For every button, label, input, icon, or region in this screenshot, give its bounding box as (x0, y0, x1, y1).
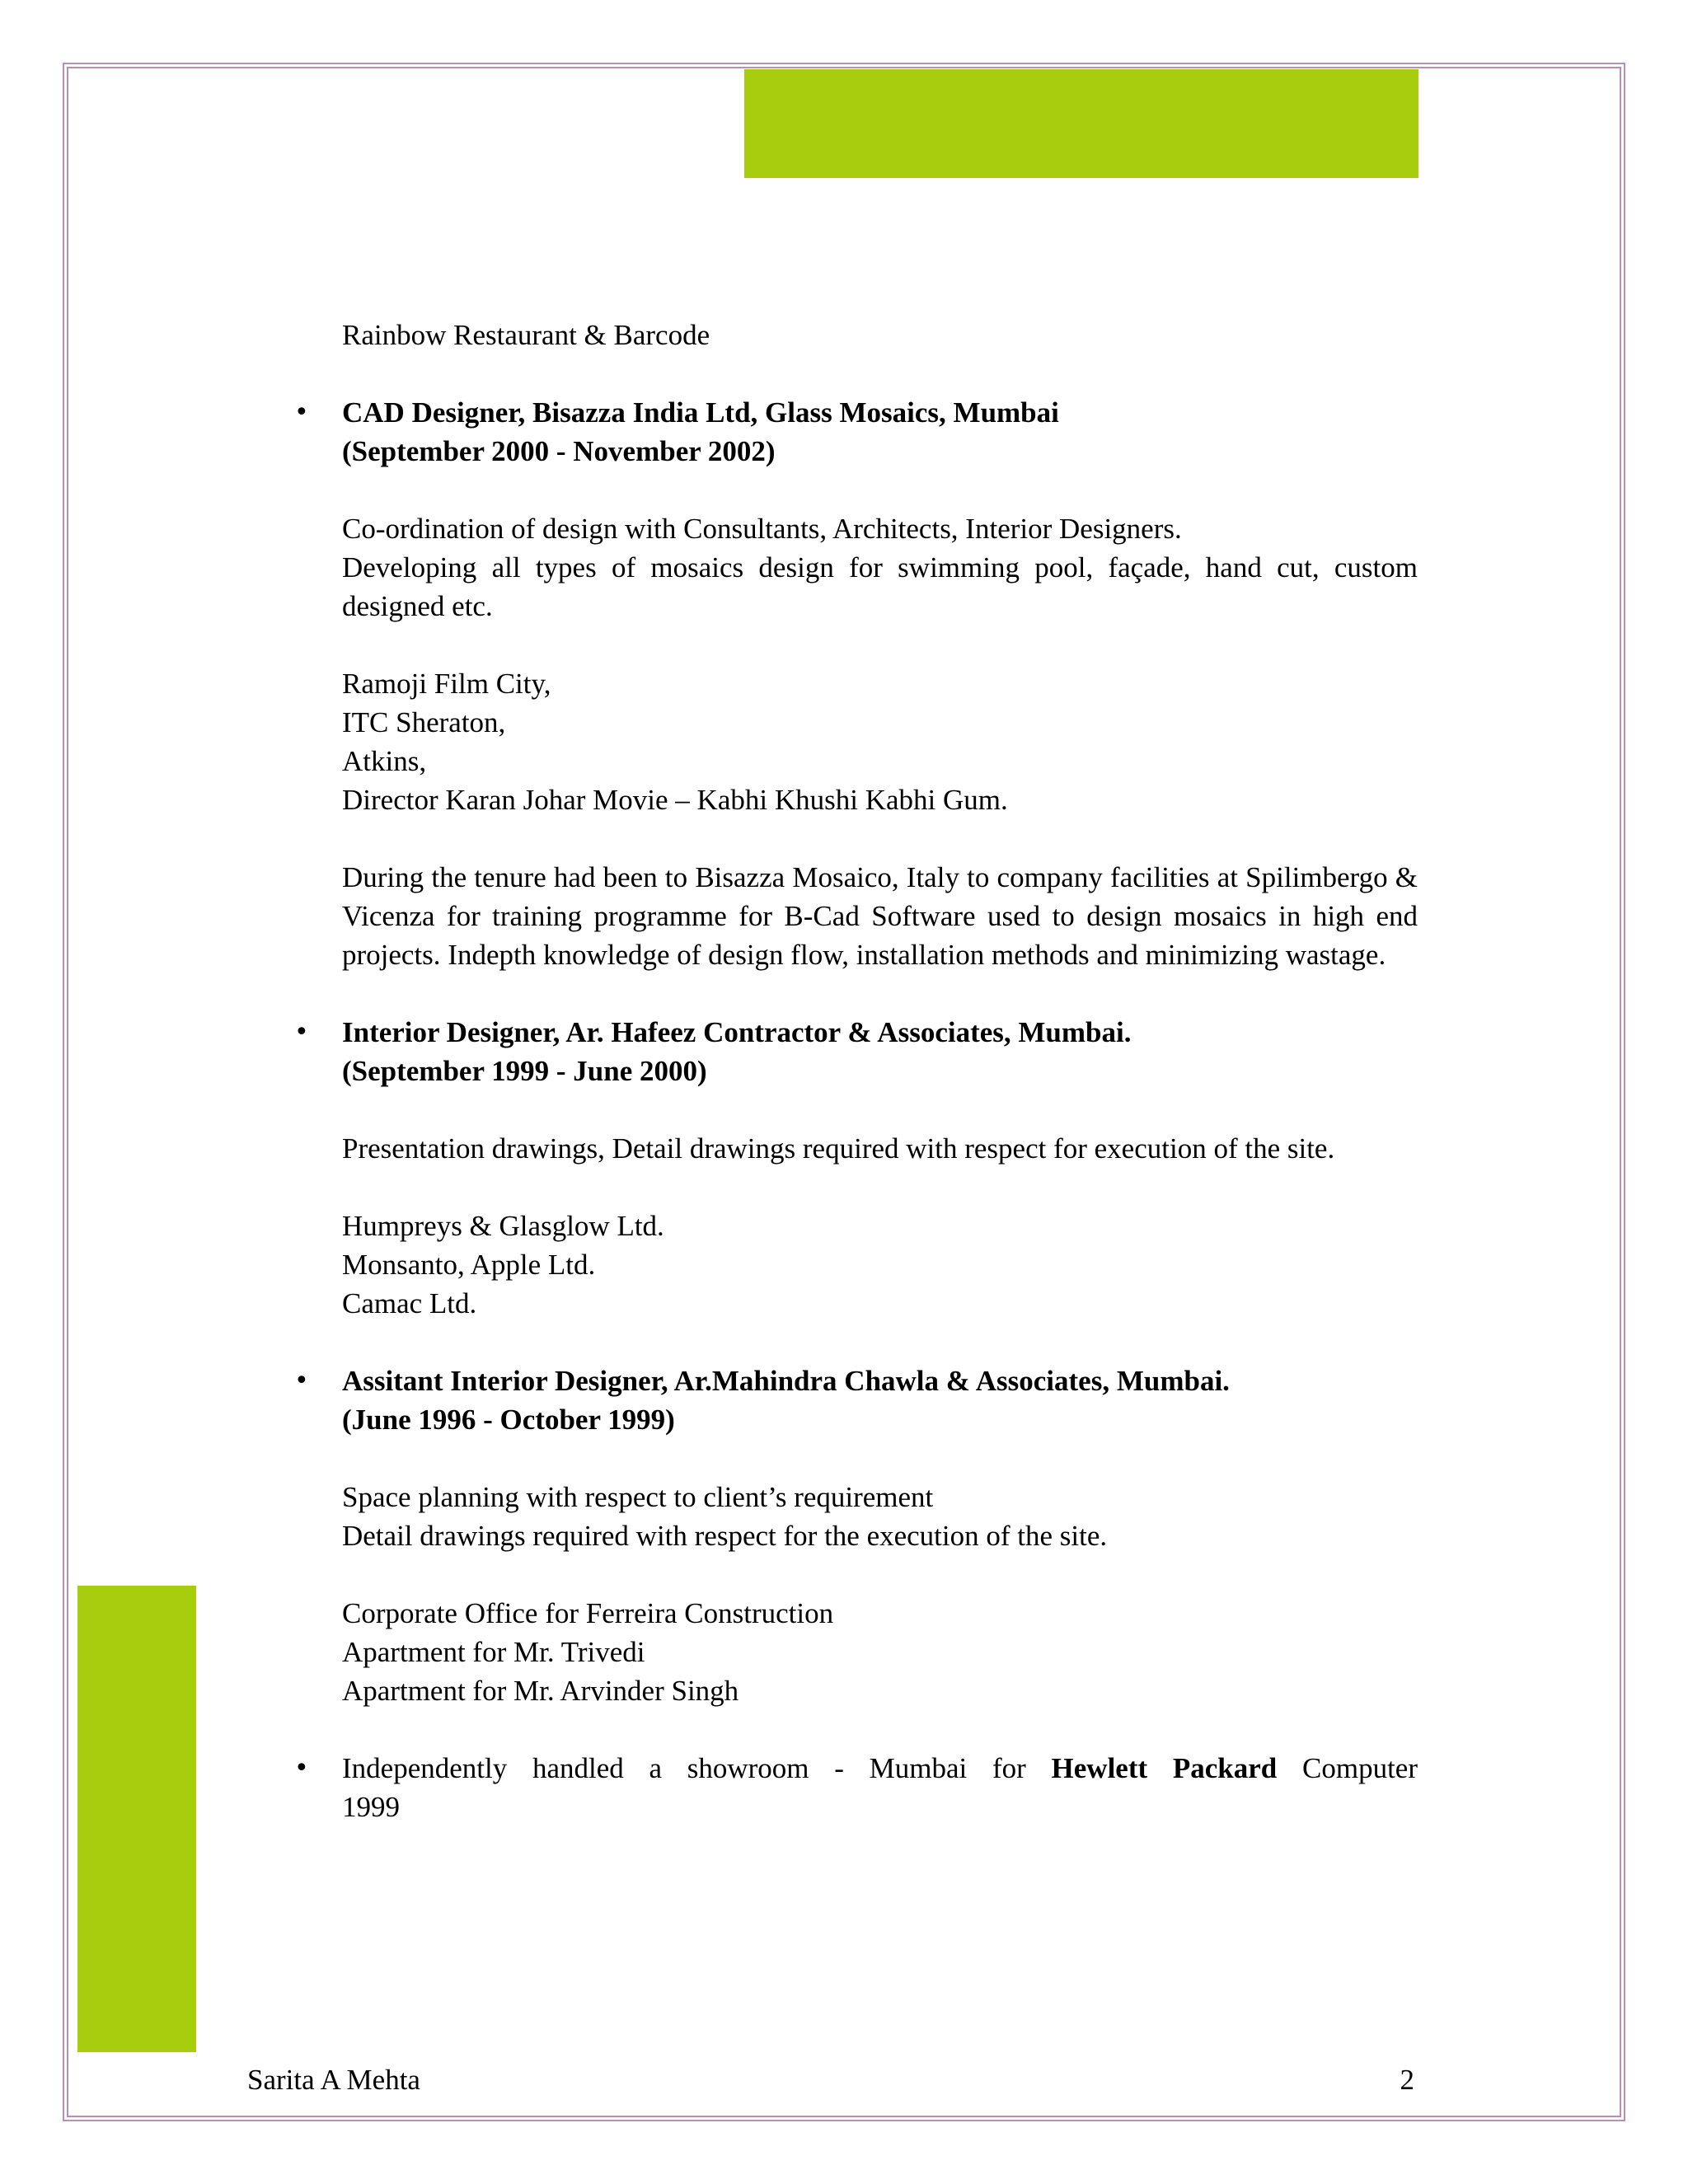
showroom-note (294, 1749, 1418, 1826)
client-list-item: Ramoji Film City, (342, 668, 551, 700)
job-heading-interior (294, 1013, 1418, 1090)
footer-name: Sarita A Mehta (247, 2064, 420, 2096)
job-dates: (September 1999 - June 2000) (342, 1055, 707, 1087)
accent-bar-left (77, 1586, 196, 2052)
job-title: Assitant Interior Designer, Ar.Mahindra Chawla & Associates, Mumbai. (342, 1365, 1230, 1397)
client-list-item: Apartment for Mr. Trivedi (342, 1636, 645, 1668)
note-text: Computer (1277, 1752, 1418, 1784)
showroom-note-line2: 1999 (342, 1791, 400, 1823)
job-interior-description: Presentation drawings, Detail drawings required with respect for execution of the site. (342, 1132, 1335, 1165)
page-footer (247, 2060, 1414, 2099)
client-list-item: Corporate Office for Ferreira Construction (342, 1597, 834, 1629)
job-cad-client-list (342, 664, 1418, 819)
accent-bar-top (744, 69, 1418, 178)
bullet-icon: • (294, 398, 309, 427)
job-dates: (September 2000 - November 2002) (342, 435, 776, 467)
resume-body (294, 316, 1418, 1865)
job-cad-summary-paragraph: During the tenure had been to Bisazza Mosaico, Italy to company facilities at Spilimbergo & Vicenza for training programme for B-Cad Software used to design mosaics in high end projects. Indepth knowledge of design flow, installation methods and minimizing wastage. (342, 861, 1418, 971)
page-number: 2 (1400, 2064, 1414, 2096)
client-list-item: Camac Ltd. (342, 1287, 477, 1319)
note-bold-text: Hewlett Packard (1051, 1752, 1278, 1784)
job-title: CAD Designer, Bisazza India Ltd, Glass Mosaics, Mumbai (342, 396, 1059, 429)
client-list-item: Apartment for Mr. Arvinder Singh (342, 1675, 739, 1707)
duty-line: Space planning with respect to client’s requirement (342, 1481, 934, 1513)
job-interior-client-list (342, 1207, 1418, 1323)
client-list-item: Director Karan Johar Movie – Kabhi Khushi Kabhi Gum. (342, 784, 1008, 816)
bullet-icon: • (294, 1018, 309, 1047)
note-text: Independently handled a showroom - Mumbai for (342, 1752, 1052, 1784)
bullet-icon: • (294, 1754, 309, 1783)
client-line: Rainbow Restaurant & Barcode (342, 319, 710, 351)
job-assistant-duties (342, 1478, 1418, 1555)
job-dates: (June 1996 - October 1999) (342, 1404, 675, 1436)
client-list-item: ITC Sheraton, (342, 706, 506, 738)
showroom-note-line1 (342, 1749, 1418, 1788)
job-heading-assistant (294, 1361, 1418, 1439)
job-heading-cad (294, 393, 1418, 471)
duty-line: Detail drawings required with respect for the execution of the site. (342, 1520, 1108, 1552)
client-list-item: Humpreys & Glasglow Ltd. (342, 1210, 664, 1242)
paragraph-body: Developing all types of mosaics design for swimming pool, façade, hand cut, custom designed etc. (342, 551, 1418, 622)
job-cad-description (342, 509, 1418, 626)
job-title: Interior Designer, Ar. Hafeez Contractor & Associates, Mumbai. (342, 1016, 1132, 1048)
client-list-item: Monsanto, Apple Ltd. (342, 1249, 596, 1281)
bullet-icon: • (294, 1366, 309, 1395)
paragraph-intro: Co-ordination of design with Consultants, Architects, Interior Designers. (342, 513, 1182, 545)
job-assistant-client-list (342, 1594, 1418, 1710)
client-list-item: Atkins, (342, 745, 427, 777)
